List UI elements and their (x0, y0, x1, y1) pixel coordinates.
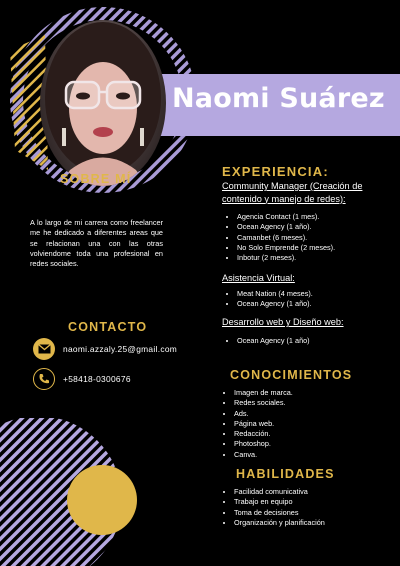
skills-heading: HABILIDADES (236, 467, 335, 481)
experience-group-3-list (225, 336, 392, 346)
profile-photo (40, 20, 166, 186)
list-item: • Organización y planificación (234, 518, 400, 528)
profile-name: Naomi Suárez (172, 83, 385, 114)
knowledge-heading: CONOCIMIENTOS (230, 368, 353, 382)
list-item: • Photoshop. (234, 439, 394, 449)
list-item: • Página web. (234, 419, 394, 429)
experience-group-3-title: Desarrollo web y Diseño web: (222, 317, 344, 327)
list-item: • Ocean Agency (1 año). (237, 299, 387, 309)
list-item: • Imagen de marca. (234, 388, 394, 398)
list-item: • Inbotur (2 meses). (237, 253, 387, 263)
experience-group-2-list (225, 289, 387, 310)
list-item: • Trabajo en equipo (234, 497, 400, 507)
phone-icon (33, 368, 55, 390)
list-item: • Ocean Agency (1 año). (237, 222, 387, 232)
list-item: • Meat Nation (4 meses). (237, 289, 387, 299)
name-banner (160, 74, 400, 136)
envelope-icon (33, 338, 55, 360)
list-item: • Toma de decisiones (234, 508, 400, 518)
list-item: • Agencia Contact (1 mes). (237, 212, 387, 222)
list-item: • Ads. (234, 409, 394, 419)
contact-phone[interactable]: +58418-0300676 (63, 374, 131, 384)
contact-email[interactable]: naomi.azzaly.25@gmail.com (63, 344, 178, 354)
list-item: • Redacción. (234, 429, 394, 439)
experience-group-1 (222, 180, 387, 263)
experience-heading: EXPERIENCIA: (222, 164, 329, 179)
knowledge-list (222, 388, 394, 460)
experience-group-3 (222, 316, 392, 346)
contact-email-row (33, 338, 177, 360)
about-heading: SOBRE MÍ (60, 172, 132, 186)
experience-group-2 (222, 272, 387, 309)
list-item: • Ocean Agency (1 año) (237, 336, 392, 346)
about-text: A lo largo de mi carrera como freelancer me he dedicado a diferentes areas que se relacionan una con las otras volviendome toda una profesional en redes sociales. (30, 218, 163, 269)
experience-group-1-title: Community Manager (Creación de contenido y manejo de redes): (222, 181, 363, 204)
portrait-illustration (40, 20, 166, 186)
yellow-circle-decoration (67, 465, 137, 535)
list-item: • Canva. (234, 450, 394, 460)
list-item: • No Solo Emprende (2 meses). (237, 243, 387, 253)
contact-phone-row (33, 368, 131, 390)
bottom-decoration (0, 418, 200, 566)
contact-heading: CONTACTO (68, 320, 148, 334)
list-item: • Camanbet (6 meses). (237, 233, 387, 243)
experience-group-1-list (225, 212, 387, 263)
experience-group-2-title: Asistencia Virtual: (222, 273, 295, 283)
list-item: • Redes sociales. (234, 398, 394, 408)
list-item: • Facilidad comunicativa (234, 487, 400, 497)
skills-list (222, 487, 400, 528)
